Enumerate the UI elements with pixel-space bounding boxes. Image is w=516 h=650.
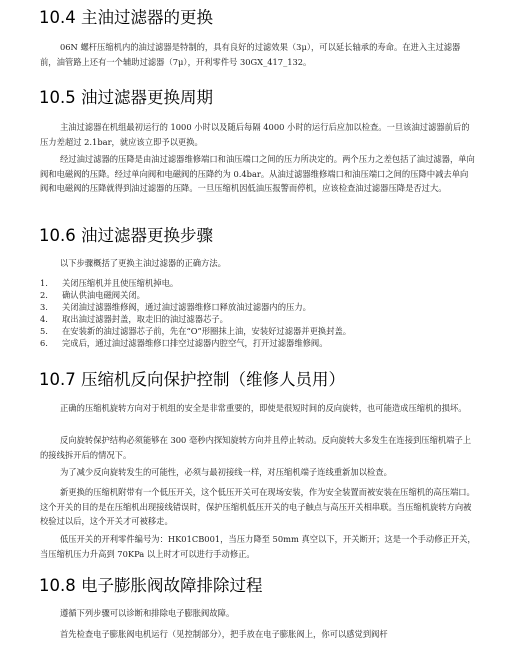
section-title-10-7: 10.7 压缩机反向保护控制（维修人员用） (39, 370, 345, 389)
section-title-10-6: 10.6 油过滤器更换步骤 (39, 226, 213, 245)
list-item: 6. 完成后，通过油过滤器维修口排空过滤器内腔空气，打开过滤器维修阀。 (40, 337, 328, 348)
paragraph: 为了减少反向旋转发生的可能性，必须与最初接线一样，对压缩机端子连线重新加以检查。 (60, 467, 392, 477)
section-title-10-4: 10.4 主油过滤器的更换 (39, 8, 213, 27)
paragraph: 遵循下列步骤可以诊断和排除电子膨胀阀故障。 (60, 608, 235, 618)
paragraph: 低压开关的开利零件编号为：HK01CB001，当压力降至 50mm 真空以下，开关断开；这是一个手动修正开关，当压缩机压力升高到 70KPa 以上时才可以进行手动修正。 (40, 534, 476, 559)
list-item: 5. 在安装新的油过滤器芯子前，先在“O”形圈抹上油，安装好过滤器并更换封盖。 (40, 325, 352, 336)
paragraph: 首先检查电子膨胀阀电机运行（见控制部分），把手放在电子膨胀阀上，你可以感觉到阀杆 (60, 629, 388, 639)
list-item: 4. 取出油过滤器封盖，取走旧的油过滤器芯子。 (40, 313, 228, 324)
paragraph: 06N 螺杆压缩机内的油过滤器是特制的，具有良好的过滤效果（3μ），可以延长轴承的寿命。在进入主过滤器前，油管路上还有一个辅助过滤器（7μ），开利零件号 30GX_417_132。 (40, 42, 461, 67)
paragraph: 正确的压缩机旋转方向对于机组的安全是非常重要的，即使是很短时间的反向旋转，也可能造成压缩机的损坏。 (60, 403, 467, 413)
paragraph: 主油过滤器在机组最初运行的 1000 小时以及随后每隔 4000 小时的运行后应加以检查。一旦该油过滤器前后的压力差超过 2.1bar，就应该立即予以更换。 (40, 122, 470, 147)
paragraph: 新更换的压缩机附带有一个低压开关，这个低压开关可在现场安装，作为安全装置而被安装在压缩机的高压端口。这个开关的目的是在压缩机出现接线错误时，保护压缩机低压开关的电子触点与高压开关相串联。当压缩机旋转方向被校验过以后，这个开关才可被移走。 (40, 487, 475, 526)
paragraph: 以下步骤概括了更换主油过滤器的正确方法。 (60, 258, 226, 268)
paragraph: 经过油过滤器的压降是由油过滤器维修端口和油压端口之间的压力所决定的。两个压力之差包括了油过滤器，单向阀和电磁阀的压降。经过单向阀和电磁阀的压降约为 0.4bar。从油过滤器维修端口和油压端口之间的压降中减去单向阀和电磁阀的压降就得到油过滤器的压降。一旦压缩机因低油压报警而停机，应该检查油过滤器压降是否过大。 (40, 154, 475, 193)
section-title-10-5: 10.5 油过滤器更换周期 (39, 88, 213, 107)
list-item: 2. 确认供油电磁阀关闭。 (40, 289, 145, 300)
section-title-10-8: 10.8 电子膨胀阀故障排除过程 (39, 576, 263, 595)
list-item: 3. 关闭油过滤器维修阀，通过油过滤器维修口释放油过滤器内的压力。 (40, 301, 311, 312)
procedure-steps-list (40, 278, 480, 349)
paragraph: 反向旋转保护结构必须能够在 300 毫秒内探知旋转方向并且停止转动。反向旋转大多发生在连接到压缩机端子上的接线拆开后的情况下。 (40, 435, 472, 460)
list-item: 1. 关闭压缩机并且使压缩机掉电。 (40, 278, 179, 288)
